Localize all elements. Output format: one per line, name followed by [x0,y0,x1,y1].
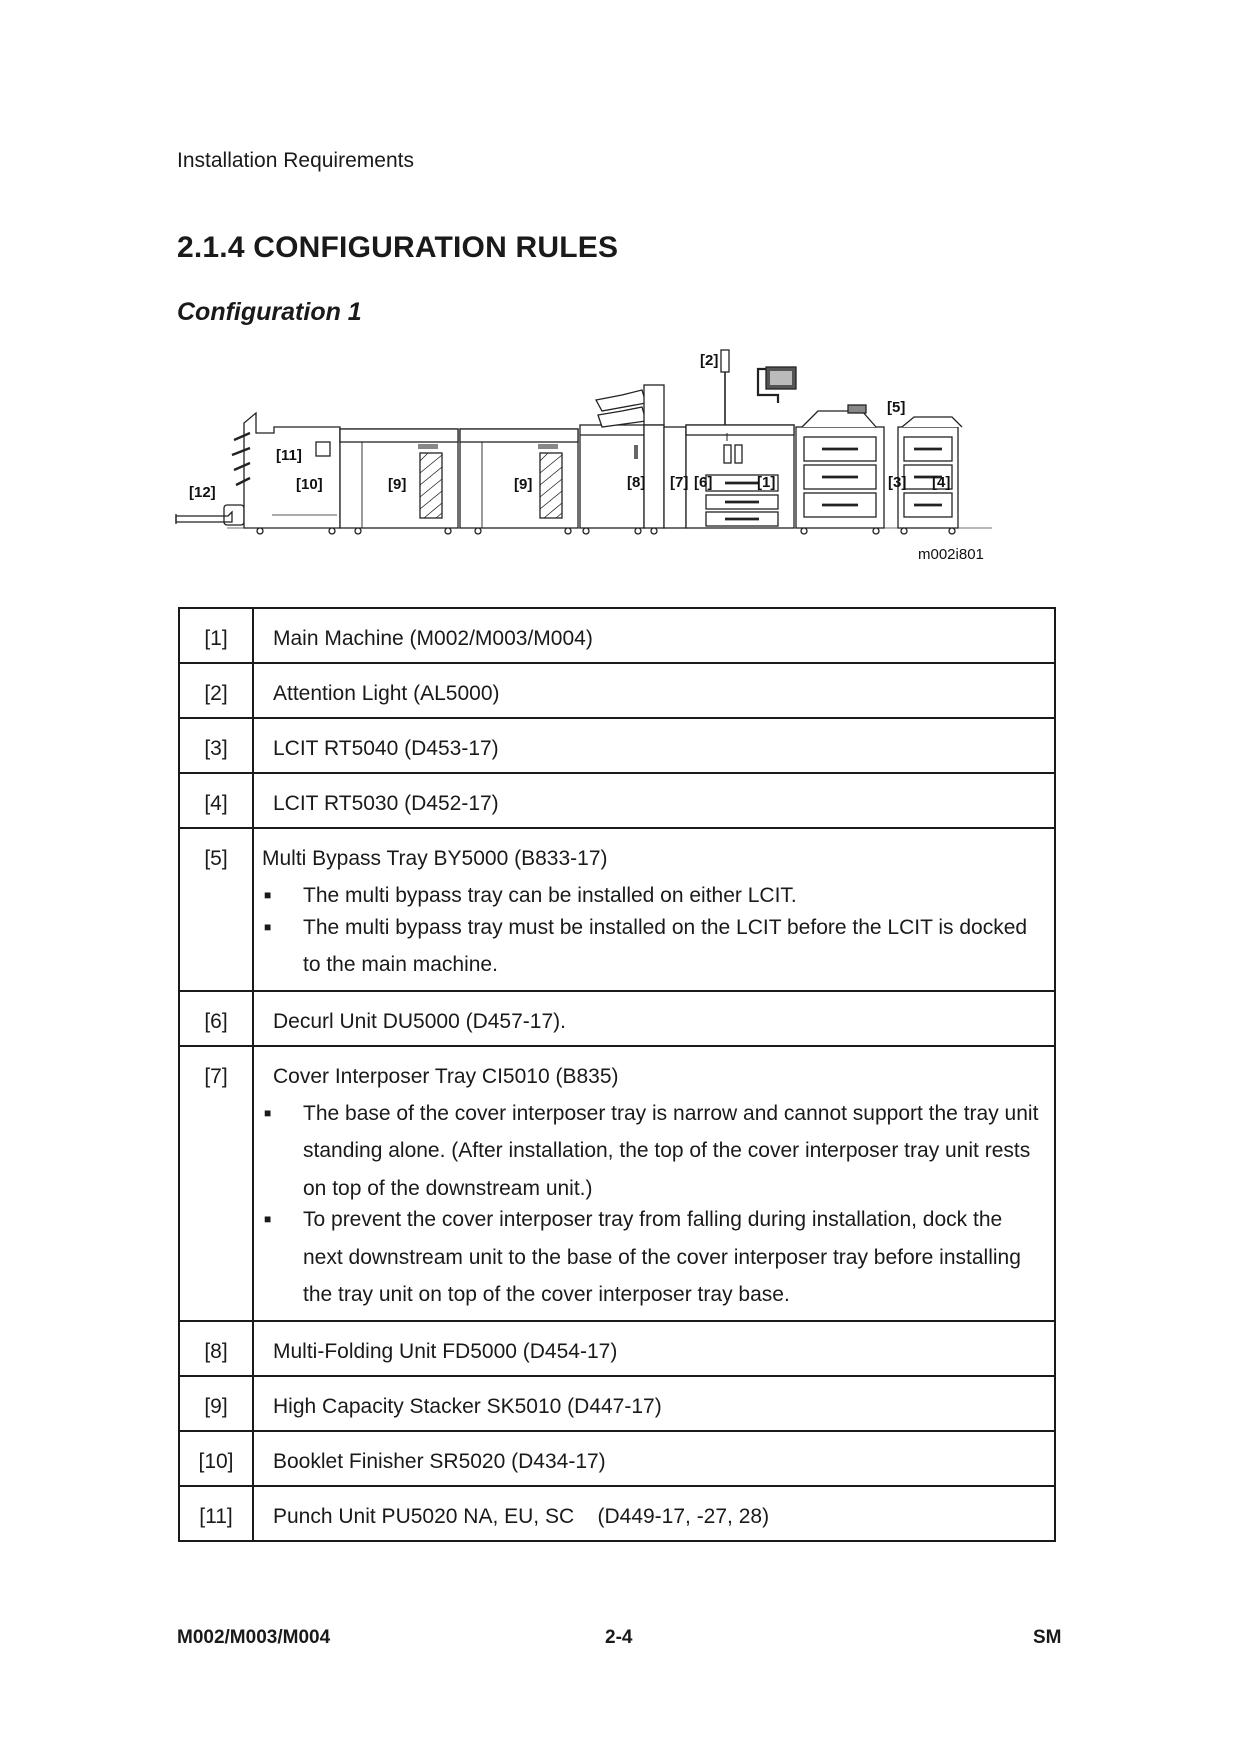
item-number: [5] [179,828,253,991]
bullet-text: The base of the cover interposer tray is narrow and cannot support the tray unit standing alone. (After installation, the top of the cover interposer tray unit rests on top of the downstream unit.) [303,1101,1039,1200]
callout-9b: [9] [514,476,533,493]
configuration-subtitle: Configuration 1 [177,298,362,326]
item-number: [6] [179,991,253,1046]
item-number: [11] [179,1486,253,1541]
callout-8: [8] [627,474,646,491]
booklet-exit-tray-drawing [176,505,244,525]
item-number: [1] [179,608,253,663]
bullet-item [262,1095,1044,1208]
callout-4: [4] [932,474,951,491]
item-number: [7] [179,1046,253,1321]
bullet-item [262,909,1044,984]
callout-6: [6] [694,474,713,491]
callout-1: [1] [757,474,776,491]
item-description: Attention Light (AL5000) [253,663,1055,718]
bullet-text: The multi bypass tray can be installed on either LCIT. [303,884,797,907]
callout-5: [5] [887,399,906,416]
lcit-rt5040-drawing [796,405,884,534]
section-title: 2.1.4 CONFIGURATION RULES [177,231,619,264]
item-title: Cover Interposer Tray CI5010 (B835) [273,1064,619,1088]
bullet-text: The multi bypass tray must be installed on the LCIT before the LCIT is docked to the main machine. [303,915,1028,976]
table-row [179,608,1055,663]
table-row [179,1046,1055,1321]
item-description [253,828,1055,991]
table-row [179,663,1055,718]
callout-11: [11] [276,447,302,464]
attention-light-drawing [721,350,729,425]
footer-model: M002/M003/M004 [177,1627,331,1648]
callout-7: [7] [670,474,689,491]
callout-9a: [9] [388,476,407,493]
table-row [179,1486,1055,1541]
bullet-text: To prevent the cover interposer tray from falling during installation, dock the next downstream unit to the base of the cover interposer tray before installing the tray unit on top of the cover interposer tray base. [303,1208,1021,1306]
main-machine-drawing [686,367,796,528]
bullet-square-icon: ■ [264,1105,272,1120]
footer-page-number: 2-4 [605,1627,633,1648]
bullet-item [262,1201,1044,1314]
configuration-table [178,607,1056,1542]
callout-12: [12] [189,484,216,501]
item-description: Punch Unit PU5020 NA, EU, SC (D449-17, -27, 28) [253,1486,1055,1541]
table-row [179,773,1055,828]
item-description: LCIT RT5030 (D452-17) [253,773,1055,828]
bullet-square-icon: ■ [264,919,272,934]
callout-2: [2] [700,352,719,369]
table-row [179,718,1055,773]
item-description: Decurl Unit DU5000 (D457-17). [253,991,1055,1046]
item-number: [10] [179,1431,253,1486]
bullet-square-icon: ■ [264,1212,272,1226]
item-description: Booklet Finisher SR5020 (D434-17) [253,1431,1055,1486]
item-description [253,1046,1055,1321]
bullet-square-icon: ■ [264,888,272,902]
booklet-finisher-drawing [232,413,340,534]
item-description: Main Machine (M002/M003/M004) [253,608,1055,663]
item-description: High Capacity Stacker SK5010 (D447-17) [253,1376,1055,1431]
item-number: [3] [179,718,253,773]
table-row [179,1321,1055,1376]
footer-manual-code: SM [1033,1627,1062,1648]
item-title: Multi Bypass Tray BY5000 (B833-17) [262,847,608,870]
table-row [179,828,1055,991]
item-number: [8] [179,1321,253,1376]
item-description: Multi-Folding Unit FD5000 (D454-17) [253,1321,1055,1376]
table-row [179,1431,1055,1486]
figure-id: m002i801 [918,546,984,563]
item-description: LCIT RT5040 (D453-17) [253,718,1055,773]
running-header: Installation Requirements [177,149,414,172]
table-row [179,991,1055,1046]
callout-3: [3] [888,474,907,491]
item-number: [9] [179,1376,253,1431]
item-number: [4] [179,773,253,828]
lcit-rt5030-drawing [898,417,962,534]
configuration-diagram [172,345,1012,567]
table-row [179,1376,1055,1431]
callout-10: [10] [296,476,323,493]
item-number: [2] [179,663,253,718]
